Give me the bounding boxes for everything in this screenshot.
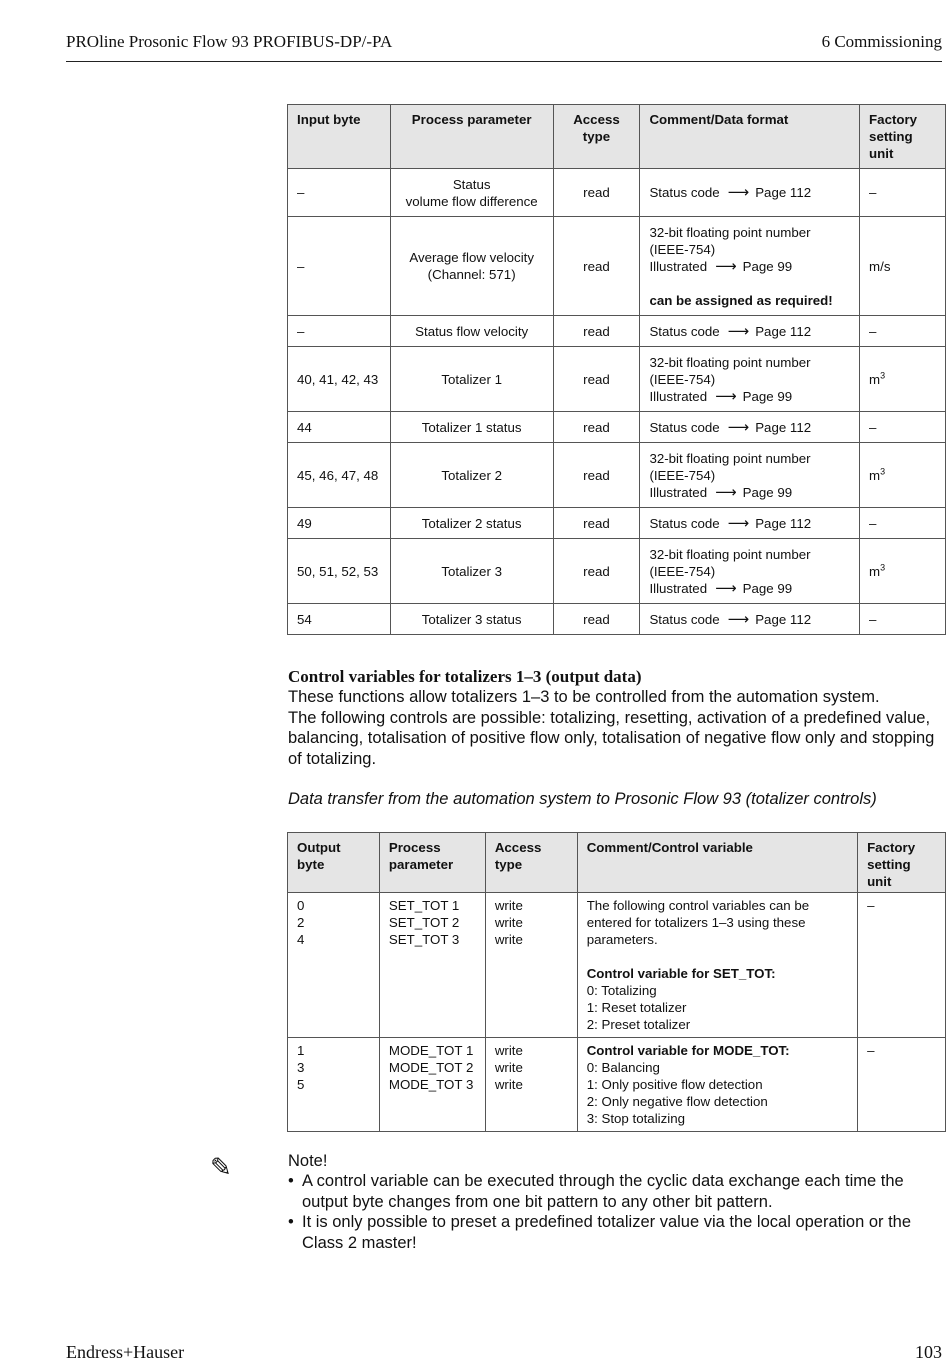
process-parameter-cell [390, 604, 553, 635]
reference-label: Illustrated [649, 484, 708, 500]
access-value: write [494, 915, 523, 930]
page-reference: Page 112 [755, 515, 812, 531]
arrow-right-icon: ⟶ [715, 579, 737, 597]
process-parameter-cell [390, 412, 553, 443]
arrow-right-icon: ⟶ [727, 184, 750, 201]
table-row [288, 508, 946, 539]
byte-value: 4 [297, 932, 305, 947]
unit-cell: – [858, 893, 946, 1038]
byte-value: 3 [297, 1060, 305, 1075]
access-value: write [494, 1060, 523, 1075]
control-variables-section [288, 667, 948, 809]
input-byte-cell: 54 [288, 604, 391, 635]
note-item: • It is only possible to preset a predefined totalizer value via the local operation or the Class 2 master! [288, 1212, 948, 1253]
page-reference: Page 99 [742, 484, 793, 500]
unit-cell [860, 443, 946, 508]
table-row [288, 217, 946, 316]
header-access-type: Access type [553, 105, 640, 169]
reference-label: Illustrated [649, 258, 708, 274]
process-parameter-cell [390, 169, 553, 217]
table-header-row [288, 105, 946, 169]
arrow-right-icon: ⟶ [727, 418, 750, 436]
table-row [288, 893, 946, 1038]
page-header [66, 30, 942, 62]
control-title: Control variable for SET_TOT: [586, 966, 776, 981]
note-block [288, 1151, 948, 1253]
parameter-line: volume flow difference [405, 193, 538, 209]
unit-cell: – [858, 1038, 946, 1132]
unit-base: m [869, 563, 881, 579]
unit-cell [860, 347, 946, 412]
format-line: 32-bit floating point number [649, 450, 811, 466]
comment-cell [640, 604, 860, 635]
control-option: 2: Preset totalizer [586, 1017, 691, 1032]
control-option: 2: Only negative flow detection [586, 1094, 768, 1109]
access-value: write [494, 898, 523, 913]
access-type-cell: read [553, 217, 640, 316]
table-row [288, 1038, 946, 1132]
comment-cell [640, 508, 860, 539]
input-byte-cell: 44 [288, 412, 391, 443]
format-line: (IEEE-754) [649, 467, 716, 483]
unit-cell: – [860, 508, 946, 539]
access-type-cell: read [553, 508, 640, 539]
process-parameter-cell [390, 217, 553, 316]
control-option: 3: Stop totalizing [586, 1111, 685, 1126]
parameter-line: Totalizer 2 [441, 467, 502, 483]
header-unit: Factory setting unit [858, 833, 946, 893]
note-title: Note! [288, 1152, 328, 1170]
byte-value: 5 [297, 1077, 305, 1092]
access-type-cell: read [553, 604, 640, 635]
access-value: write [494, 932, 523, 947]
parameter-line: Status [452, 176, 491, 192]
header-process-parameter: Process parameter [390, 105, 553, 169]
reference-line [649, 580, 850, 597]
format-line: (IEEE-754) [649, 563, 716, 579]
parameter-name: MODE_TOT 1 [388, 1043, 474, 1058]
byte-value: 1 [297, 1043, 305, 1058]
format-line: 32-bit floating point number [649, 354, 811, 370]
format-line: (IEEE-754) [649, 371, 716, 387]
byte-value: 2 [297, 915, 305, 930]
reference-line [649, 388, 850, 405]
parameter-name: SET_TOT 1 [388, 898, 460, 913]
process-parameter-cell [390, 539, 553, 604]
reference-label: Illustrated [649, 580, 708, 596]
unit-base: m [869, 467, 881, 483]
arrow-right-icon: ⟶ [715, 257, 737, 275]
comment-cell [577, 893, 857, 1038]
byte-value: 0 [297, 898, 305, 913]
page-number: 103 [915, 1342, 942, 1362]
comment-cell [640, 169, 860, 217]
unit-cell [860, 539, 946, 604]
reference-line [649, 515, 850, 532]
header-process-parameter: Process parameter [379, 833, 485, 893]
process-parameter-cell [390, 443, 553, 508]
output-byte-cell [288, 893, 380, 1038]
reference-label: Illustrated [649, 388, 708, 404]
page-reference: Page 112 [755, 323, 812, 339]
process-parameter-cell [390, 347, 553, 412]
page-reference: Page 112 [755, 185, 812, 200]
process-parameter-cell [390, 316, 553, 347]
table-row [288, 539, 946, 604]
parameter-line: (Channel: 571) [427, 267, 516, 282]
access-type-cell [485, 1038, 577, 1132]
control-option: 1: Only positive flow detection [586, 1077, 763, 1092]
control-intro: The following control variables can be entered for totalizers 1–3 using these parameters. [586, 898, 810, 947]
page-reference: Page 99 [742, 258, 793, 274]
unit-exponent: 3 [880, 370, 886, 381]
parameter-name: MODE_TOT 2 [388, 1060, 474, 1075]
process-parameter-cell [379, 1038, 485, 1132]
output-byte-cell [288, 1038, 380, 1132]
table-caption: Data transfer from the automation system to Prosonic Flow 93 (totalizer controls) [288, 790, 877, 809]
parameter-name: MODE_TOT 3 [388, 1077, 474, 1092]
control-title: Control variable for MODE_TOT: [586, 1043, 790, 1058]
comment-cell [640, 443, 860, 508]
reference-line [649, 184, 850, 201]
table-row [288, 412, 946, 443]
input-data-table [287, 104, 946, 635]
access-value: write [494, 1077, 523, 1092]
input-byte-cell: 40, 41, 42, 43 [288, 347, 391, 412]
reference-label: Status code [649, 419, 720, 435]
parameter-name: SET_TOT 2 [388, 915, 460, 930]
header-comment: Comment/Data format [640, 105, 860, 169]
comment-cell [577, 1038, 857, 1132]
process-parameter-cell [379, 893, 485, 1038]
assign-note: can be assigned as required! [649, 292, 833, 308]
access-type-cell: read [553, 539, 640, 604]
arrow-right-icon: ⟶ [715, 483, 737, 501]
arrow-right-icon: ⟶ [727, 514, 750, 532]
control-option: 1: Reset totalizer [586, 1000, 687, 1015]
access-type-cell [485, 893, 577, 1038]
access-type-cell: read [553, 316, 640, 347]
header-comment: Comment/Control variable [577, 833, 857, 893]
parameter-line: Totalizer 3 [441, 563, 502, 579]
comment-cell [640, 347, 860, 412]
page-reference: Page 112 [755, 611, 812, 627]
input-byte-cell: 45, 46, 47, 48 [288, 443, 391, 508]
format-line: (IEEE-754) [649, 241, 716, 257]
input-byte-cell: – [288, 316, 391, 347]
table-row [288, 169, 946, 217]
unit-cell: – [860, 604, 946, 635]
access-value: write [494, 1043, 523, 1058]
comment-cell [640, 539, 860, 604]
table-header-row [288, 833, 946, 893]
table-row [288, 443, 946, 508]
table-row [288, 347, 946, 412]
unit-exponent: 3 [880, 466, 886, 477]
unit-cell: – [860, 316, 946, 347]
unit-cell: – [860, 169, 946, 217]
parameter-line: Totalizer 2 status [421, 515, 522, 531]
parameter-line: Totalizer 3 status [421, 611, 522, 627]
note-item: • A control variable can be executed through the cyclic data exchange each time the output byte changes from one bit pattern to any other bit pattern. [288, 1171, 948, 1212]
section-paragraph: These functions allow totalizers 1–3 to be controlled from the automation system. [288, 688, 880, 707]
pencil-icon: ✎ [210, 1152, 232, 1182]
reference-label: Status code [649, 185, 720, 200]
unit-base: m [869, 371, 881, 387]
comment-cell [640, 412, 860, 443]
reference-line [649, 419, 850, 436]
input-byte-cell: – [288, 217, 391, 316]
process-parameter-cell [390, 508, 553, 539]
note-list [288, 1171, 948, 1253]
parameter-name: SET_TOT 3 [388, 932, 460, 947]
reference-label: Status code [649, 515, 720, 531]
header-title: PROline Prosonic Flow 93 PROFIBUS-DP/-PA [66, 32, 393, 51]
header-unit: Factory setting unit [860, 105, 946, 169]
parameter-line: Average flow velocity [409, 250, 534, 265]
format-line: 32-bit floating point number [649, 224, 811, 240]
reference-line [649, 611, 850, 628]
access-type-cell: read [553, 412, 640, 443]
comment-cell [640, 217, 860, 316]
unit-cell: – [860, 412, 946, 443]
arrow-right-icon: ⟶ [715, 387, 737, 405]
comment-cell [640, 316, 860, 347]
arrow-right-icon: ⟶ [727, 610, 750, 628]
access-type-cell: read [553, 347, 640, 412]
page-reference: Page 112 [755, 419, 812, 435]
header-input-byte: Input byte [288, 105, 391, 169]
reference-line [649, 484, 850, 501]
parameter-line: Totalizer 1 status [421, 419, 522, 435]
table-row [288, 316, 946, 347]
input-byte-cell: – [288, 169, 391, 217]
section-heading: Control variables for totalizers 1–3 (output data) [288, 667, 642, 686]
access-type-cell: read [553, 169, 640, 217]
table-row [288, 604, 946, 635]
header-output-byte: Output byte [288, 833, 380, 893]
arrow-right-icon: ⟶ [727, 322, 750, 340]
access-type-cell: read [553, 443, 640, 508]
parameter-line: Status flow velocity [415, 323, 529, 339]
footer-brand: Endress+Hauser [66, 1342, 185, 1362]
control-option: 0: Totalizing [586, 983, 657, 998]
input-byte-cell: 49 [288, 508, 391, 539]
header-chapter: 6 Commissioning [821, 32, 942, 51]
input-byte-cell: 50, 51, 52, 53 [288, 539, 391, 604]
page-reference: Page 99 [742, 580, 793, 596]
reference-label: Status code [649, 323, 720, 339]
output-data-table [287, 832, 946, 1132]
control-option: 0: Balancing [586, 1060, 660, 1075]
section-paragraph: The following controls are possible: totalizing, resetting, activation of a predefined value, balancing, totalisation of positive flow only, totalisation of negative flow only and stopping of totalizing. [288, 708, 935, 768]
page-reference: Page 99 [742, 388, 793, 404]
unit-cell: m/s [860, 217, 946, 316]
parameter-line: Totalizer 1 [441, 371, 502, 387]
unit-exponent: 3 [880, 562, 886, 573]
header-access-type: Access type [485, 833, 577, 893]
format-line: 32-bit floating point number [649, 546, 811, 562]
reference-label: Status code [649, 611, 720, 627]
reference-line [649, 258, 850, 275]
reference-line [649, 323, 850, 340]
